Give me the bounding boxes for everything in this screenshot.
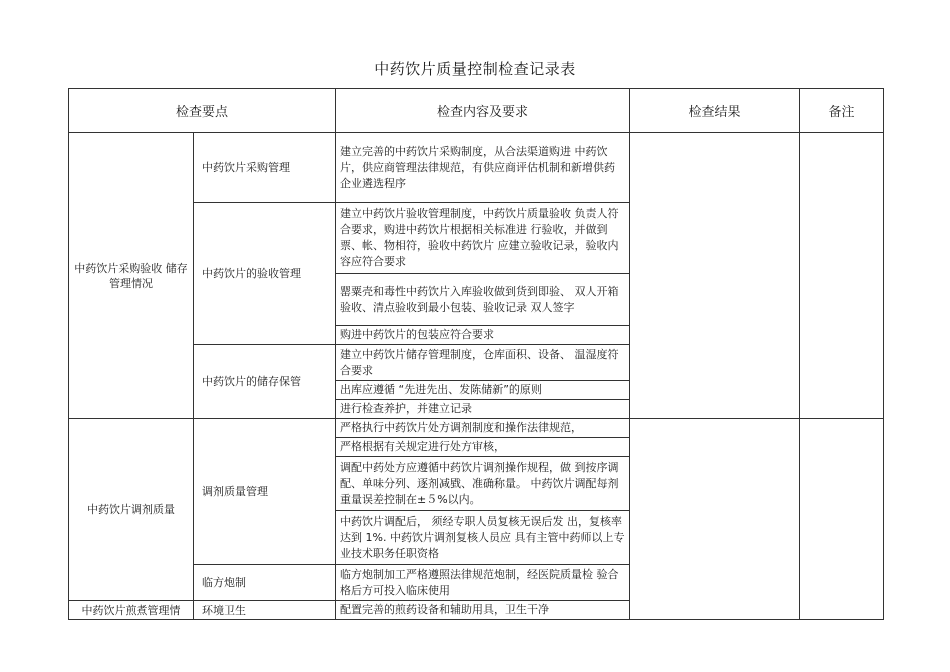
content-cell: 严格根据有关规定进行处方审核， xyxy=(336,438,630,457)
subsection-cell: 环境卫生 xyxy=(194,601,336,620)
content-cell: 出库应遵循 “先进先出、发陈储新”的原则 xyxy=(336,381,630,400)
content-cell: 中药饮片调配后， 须经专职人员复核无误后发 出，复核率达到 1%. 中药饮片调剂复核人员应 具有主管中药师以上专业技术职务任职资格 xyxy=(336,511,630,565)
remark-cell[interactable] xyxy=(800,419,884,620)
table-row xyxy=(69,133,884,203)
result-cell[interactable] xyxy=(630,419,800,620)
category-cell: 中药饮片调剂质量 xyxy=(69,419,194,601)
subsection-cell: 临方炮制 xyxy=(194,565,336,601)
header-row xyxy=(69,89,884,133)
header-remark: 备注 xyxy=(800,89,884,133)
header-result: 检查结果 xyxy=(630,89,800,133)
content-cell: 调配中药处方应遵循中药饮片调剂操作规程，做 到按序调配、单味分列、逐剂减戥、准确称量。 中药饮片调配每剂重量误差控制在±５%以内。 xyxy=(336,457,630,511)
subsection-cell: 中药饮片的储存保管 xyxy=(194,345,336,419)
subsection-cell: 中药饮片采购管理 xyxy=(194,133,336,203)
header-points: 检查要点 xyxy=(69,89,336,133)
result-cell[interactable] xyxy=(630,133,800,419)
content-cell: 临方炮制加工严格遵照法律规范炮制，经医院质量检 验合格后方可投入临床使用 xyxy=(336,565,630,601)
remark-cell[interactable] xyxy=(800,133,884,419)
content-cell: 进行检查养护，并建立记录 xyxy=(336,400,630,419)
inspection-table xyxy=(68,88,884,620)
content-cell: 建立中药饮片储存管理制度，仓库面积、设备、 温湿度符合要求 xyxy=(336,345,630,381)
content-cell: 建立完善的中药饮片采购制度，从合法渠道购进 中药饮片，供应商管理法律规范，有供应商评估机制和新增供药企业遴选程序 xyxy=(336,133,630,203)
category-cell: 中药饮片煎煮管理情 xyxy=(69,601,194,620)
subsection-cell: 调剂质量管理 xyxy=(194,419,336,565)
content-cell: 严格执行中药饮片处方调剂制度和操作法律规范， xyxy=(336,419,630,438)
content-cell: 购进中药饮片的包装应符合要求 xyxy=(336,326,630,345)
subsection-cell: 中药饮片的验收管理 xyxy=(194,203,336,345)
header-content: 检查内容及要求 xyxy=(336,89,630,133)
content-cell: 建立中药饮片验收管理制度，中药饮片质量验收 负责人符合要求，购进中药饮片根据相关标准进 行验收，并做到票、帐、物相符，验收中药饮片 应建立验收记录，验收内容应符合要求 xyxy=(336,203,630,274)
content-cell: 配置完善的煎药设备和辅助用具，卫生干净 xyxy=(336,601,630,620)
content-cell: 罂粟壳和毒性中药饮片入库验收做到货到即验、 双人开箱验收、清点验收到最小包装、验收记录 双人签字 xyxy=(336,274,630,326)
table-row xyxy=(69,419,884,438)
page-title: 中药饮片质量控制检查记录表 xyxy=(374,60,576,78)
category-cell: 中药饮片采购验收 储存管理情况 xyxy=(69,133,194,419)
